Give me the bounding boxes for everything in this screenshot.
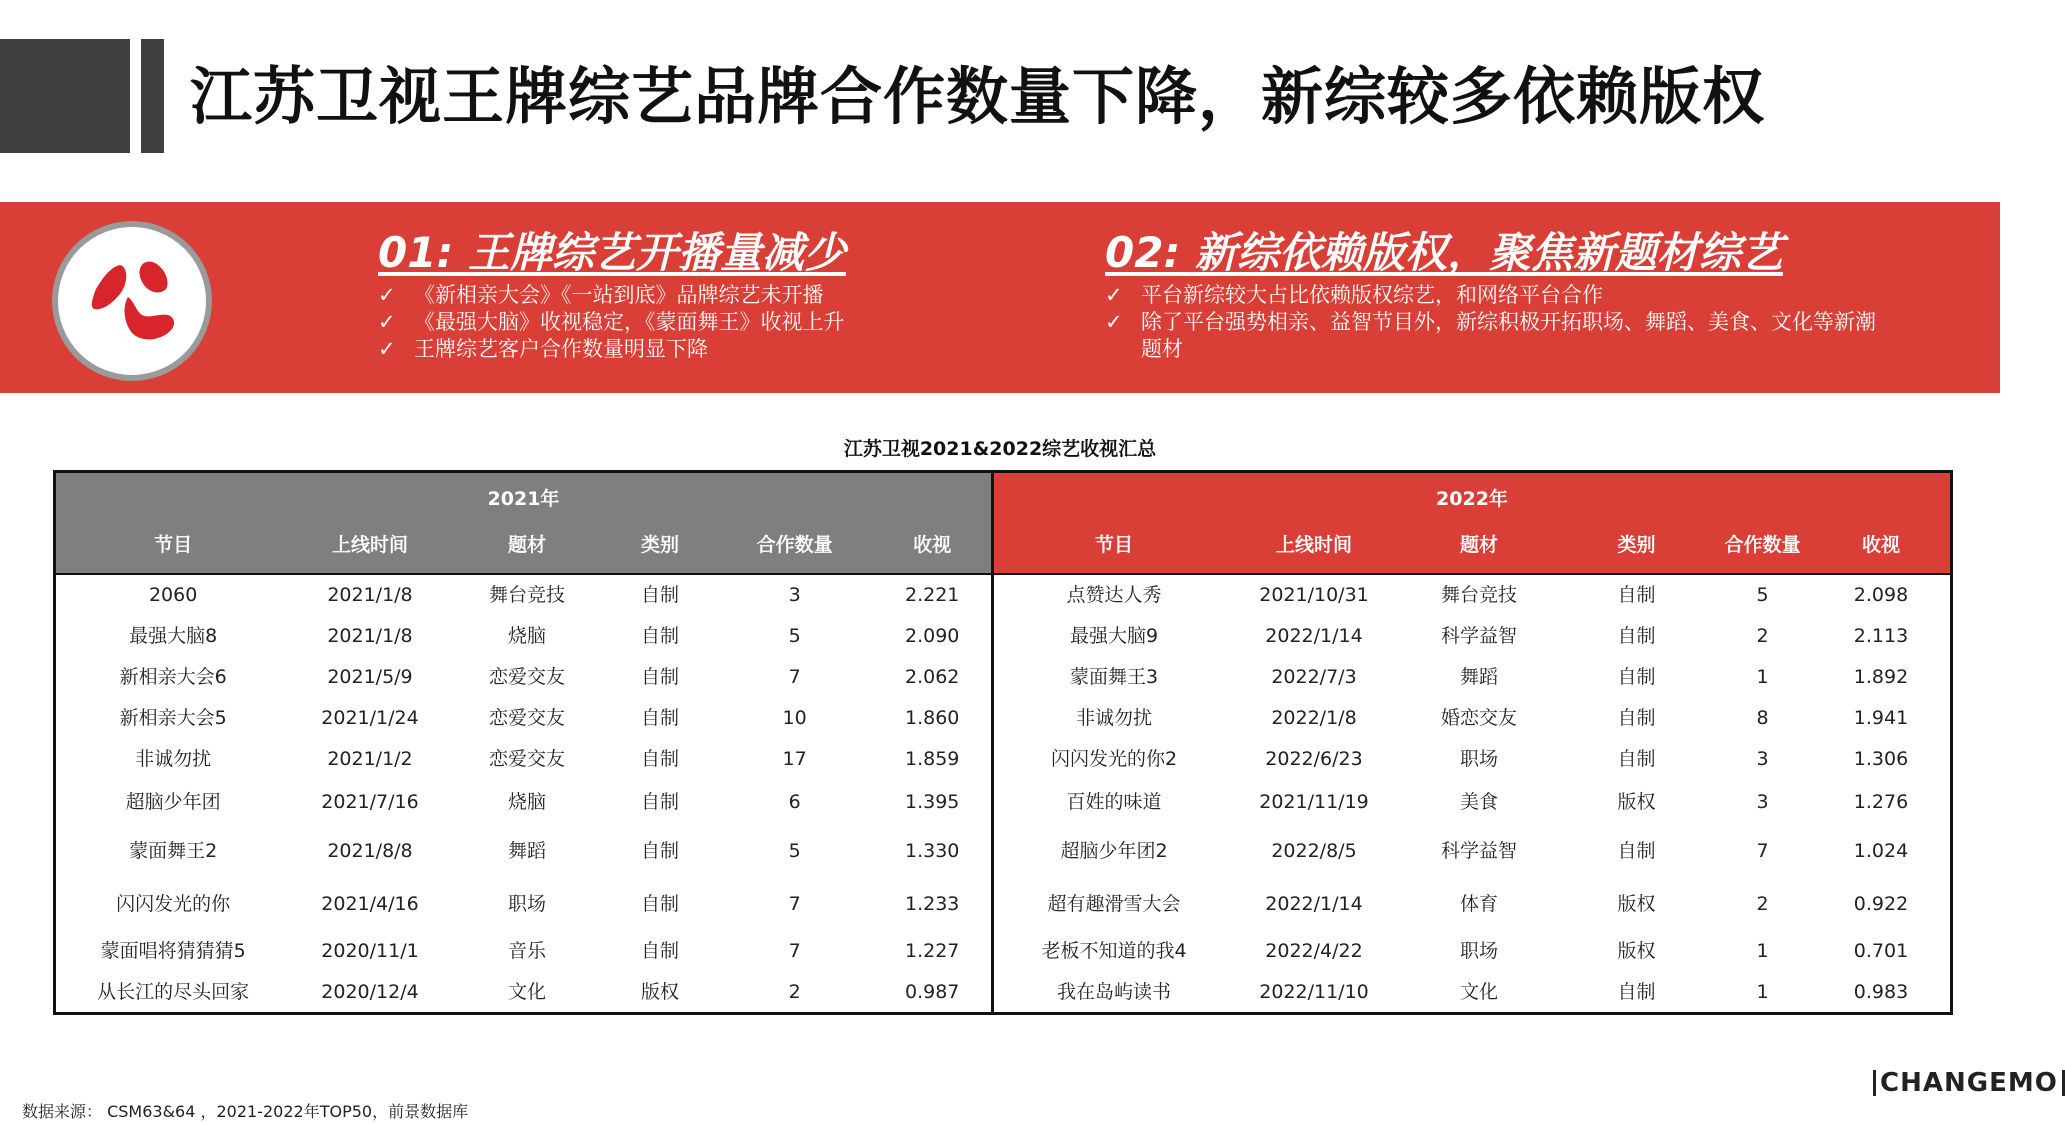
launch-date-cell: 2022/1/14 <box>1265 625 1363 647</box>
program-cell: 2060 <box>148 584 198 606</box>
launch-date-cell: 2021/1/8 <box>327 625 413 647</box>
column-header-rating: 收视 <box>913 534 952 556</box>
partners-cell: 17 <box>782 748 807 770</box>
rating-cell: 1.892 <box>1853 666 1909 688</box>
data-source-note: 数据来源： CSM63&64 ，2021-2022年TOP50，前景数据库 <box>22 1102 469 1121</box>
type-cell: 自制 <box>1617 748 1656 770</box>
program-cell: 我在岛屿读书 <box>1056 981 1171 1003</box>
launch-date-cell: 2021/1/24 <box>321 707 419 729</box>
page-title: 江苏卫视王牌综艺品牌合作数量下降，新综较多依赖版权 <box>190 60 1766 133</box>
launch-date-cell: 2022/6/23 <box>1265 748 1363 770</box>
check-icon: ✓ <box>1105 283 1123 307</box>
table-row <box>994 878 1950 931</box>
table-row <box>56 698 991 739</box>
genre-cell: 烧脑 <box>507 625 546 647</box>
genre-cell: 美食 <box>1459 791 1498 813</box>
year-label-2022: 2022年 <box>1436 488 1508 510</box>
program-cell: 老板不知道的我4 <box>1041 940 1187 962</box>
program-cell: 闪闪发光的你 <box>116 893 231 915</box>
partners-cell: 1 <box>1756 981 1769 1003</box>
type-cell: 自制 <box>641 625 680 647</box>
genre-cell: 职场 <box>1459 940 1498 962</box>
genre-cell: 舞台竞技 <box>1440 584 1517 606</box>
table-row <box>56 878 991 931</box>
brand-logo: CHANGEMO <box>1873 1070 2065 1096</box>
column-header-partners: 合作数量 <box>756 534 833 556</box>
table-2021-body <box>56 573 991 1013</box>
type-cell: 自制 <box>1617 981 1656 1003</box>
rating-cell: 0.922 <box>1853 893 1909 915</box>
check-icon: ✓ <box>1105 310 1123 334</box>
type-cell: 自制 <box>1617 666 1656 688</box>
genre-cell: 烧脑 <box>507 791 546 813</box>
program-cell: 蒙面舞王2 <box>129 840 218 862</box>
rating-cell: 1.859 <box>904 748 960 770</box>
type-cell: 版权 <box>1617 893 1656 915</box>
type-cell: 自制 <box>641 940 680 962</box>
rating-cell: 1.860 <box>904 707 960 729</box>
program-cell: 最强大脑8 <box>129 625 218 647</box>
partners-cell: 7 <box>788 893 801 915</box>
column-header-genre: 题材 <box>1459 534 1498 556</box>
title-accent-bar <box>141 39 164 153</box>
partners-cell: 7 <box>1756 840 1769 862</box>
column-headers-2021 <box>56 525 991 573</box>
launch-date-cell: 2021/5/9 <box>327 666 413 688</box>
table-row <box>56 825 991 878</box>
rating-cell: 0.701 <box>1853 940 1909 962</box>
key-point-1-list <box>378 282 918 363</box>
type-cell: 自制 <box>641 893 680 915</box>
title-accent-block <box>0 39 130 153</box>
program-cell: 超有趣滑雪大会 <box>1047 893 1181 915</box>
column-header-type: 类别 <box>641 534 680 556</box>
partners-cell: 3 <box>788 584 801 606</box>
type-cell: 自制 <box>641 666 680 688</box>
type-cell: 自制 <box>1617 625 1656 647</box>
rating-cell: 1.395 <box>904 791 960 813</box>
table-row <box>56 739 991 780</box>
program-cell: 非诚勿扰 <box>135 748 212 770</box>
partners-cell: 1 <box>1756 940 1769 962</box>
program-cell: 点赞达人秀 <box>1066 584 1162 606</box>
program-cell: 非诚勿扰 <box>1075 707 1152 729</box>
partners-cell: 8 <box>1756 707 1769 729</box>
ratings-table <box>53 470 1953 1015</box>
program-cell: 百姓的味道 <box>1066 791 1162 813</box>
launch-date-cell: 2020/11/1 <box>321 940 419 962</box>
table-row <box>56 575 991 616</box>
type-cell: 自制 <box>641 840 680 862</box>
table-row <box>56 931 991 972</box>
table-row <box>994 931 1950 972</box>
key-point-1-heading: 01: 王牌综艺开播量减少 <box>378 228 846 277</box>
table-row <box>56 657 991 698</box>
rating-cell: 2.098 <box>1853 584 1909 606</box>
table-2022-body <box>994 573 1950 1013</box>
key-point-1 <box>378 228 918 363</box>
program-cell: 新相亲大会6 <box>119 666 227 688</box>
table-2021 <box>56 473 994 1012</box>
partners-cell: 3 <box>1756 791 1769 813</box>
genre-cell: 科学益智 <box>1440 840 1517 862</box>
rating-cell: 2.221 <box>904 584 960 606</box>
list-item: ✓ 平台新综较大占比依赖版权综艺，和网络平台合作 <box>1105 283 1603 307</box>
genre-cell: 体育 <box>1459 893 1498 915</box>
key-point-2 <box>1105 228 1895 363</box>
genre-cell: 职场 <box>1459 748 1498 770</box>
program-cell: 超脑少年团2 <box>1060 840 1168 862</box>
genre-cell: 职场 <box>507 893 546 915</box>
program-cell: 新相亲大会5 <box>119 707 227 729</box>
genre-cell: 文化 <box>1459 981 1498 1003</box>
program-cell: 超脑少年团 <box>125 791 221 813</box>
table-2021-header <box>56 473 991 573</box>
table-row <box>56 616 991 657</box>
launch-date-cell: 2021/1/2 <box>327 748 413 770</box>
table-row <box>994 972 1950 1013</box>
rating-cell: 1.024 <box>1853 840 1909 862</box>
genre-cell: 文化 <box>507 981 546 1003</box>
key-point-2-heading: 02: 新综依赖版权，聚焦新题材综艺 <box>1105 228 1783 277</box>
launch-date-cell: 2022/8/5 <box>1271 840 1357 862</box>
rating-cell: 1.233 <box>904 893 960 915</box>
partners-cell: 5 <box>788 840 801 862</box>
rating-cell: 2.090 <box>904 625 960 647</box>
check-icon: ✓ <box>378 310 396 334</box>
jiangsu-tv-logo-icon <box>52 221 212 381</box>
genre-cell: 科学益智 <box>1440 625 1517 647</box>
type-cell: 自制 <box>641 707 680 729</box>
genre-cell: 恋爱交友 <box>488 666 565 688</box>
column-header-launch-date: 上线时间 <box>331 534 408 556</box>
column-header-program: 节目 <box>154 534 193 556</box>
genre-cell: 恋爱交友 <box>488 748 565 770</box>
list-item: ✓ 《最强大脑》收视稳定，《蒙面舞王》收视上升 <box>378 310 845 334</box>
rating-cell: 2.062 <box>904 666 960 688</box>
launch-date-cell: 2020/12/4 <box>321 981 419 1003</box>
table-2022 <box>994 473 1950 1012</box>
rating-cell: 1.306 <box>1853 748 1909 770</box>
partners-cell: 7 <box>788 940 801 962</box>
type-cell: 自制 <box>641 748 680 770</box>
partners-cell: 5 <box>788 625 801 647</box>
partners-cell: 3 <box>1756 748 1769 770</box>
type-cell: 自制 <box>1617 584 1656 606</box>
genre-cell: 音乐 <box>507 940 546 962</box>
genre-cell: 舞台竞技 <box>488 584 565 606</box>
table-row <box>994 780 1950 825</box>
column-header-launch-date: 上线时间 <box>1275 534 1352 556</box>
list-item: ✓ 《新相亲大会》《一站到底》品牌综艺未开播 <box>378 283 824 307</box>
launch-date-cell: 2021/1/8 <box>327 584 413 606</box>
column-header-genre: 题材 <box>507 534 546 556</box>
launch-date-cell: 2022/7/3 <box>1271 666 1357 688</box>
type-cell: 自制 <box>1617 840 1656 862</box>
partners-cell: 10 <box>782 707 807 729</box>
rating-cell: 2.113 <box>1853 625 1909 647</box>
column-header-type: 类别 <box>1617 534 1656 556</box>
launch-date-cell: 2021/4/16 <box>321 893 419 915</box>
check-icon: ✓ <box>378 283 396 307</box>
rating-cell: 1.276 <box>1853 791 1909 813</box>
type-cell: 版权 <box>1617 791 1656 813</box>
table-row <box>56 780 991 825</box>
rating-cell: 1.330 <box>904 840 960 862</box>
launch-date-cell: 2022/1/14 <box>1265 893 1363 915</box>
type-cell: 自制 <box>641 791 680 813</box>
type-cell: 版权 <box>1617 940 1656 962</box>
program-cell: 最强大脑9 <box>1069 625 1159 647</box>
table-row <box>994 825 1950 878</box>
partners-cell: 2 <box>788 981 801 1003</box>
launch-date-cell: 2021/8/8 <box>327 840 413 862</box>
launch-date-cell: 2021/11/19 <box>1259 791 1369 813</box>
year-label-2021: 2021年 <box>487 488 560 510</box>
partners-cell: 6 <box>788 791 801 813</box>
launch-date-cell: 2021/7/16 <box>321 791 419 813</box>
key-point-2-list <box>1105 282 1895 363</box>
genre-cell: 恋爱交友 <box>488 707 565 729</box>
rating-cell: 0.983 <box>1853 981 1909 1003</box>
genre-cell: 舞蹈 <box>1459 666 1498 688</box>
partners-cell: 2 <box>1756 893 1769 915</box>
launch-date-cell: 2021/10/31 <box>1259 584 1369 606</box>
list-item: ✓ 除了平台强势相亲、益智节目外，新综积极开拓职场、舞蹈、美食、文化等新潮题材 <box>1105 310 1876 361</box>
launch-date-cell: 2022/11/10 <box>1259 981 1369 1003</box>
genre-cell: 婚恋交友 <box>1440 707 1517 729</box>
table-row <box>994 575 1950 616</box>
table-row <box>56 972 991 1013</box>
rating-cell: 1.941 <box>1853 707 1909 729</box>
program-cell: 蒙面唱将猜猜猜5 <box>100 940 246 962</box>
launch-date-cell: 2022/1/8 <box>1271 707 1357 729</box>
table-title: 江苏卫视2021&2022综艺收视汇总 <box>843 438 1157 460</box>
program-cell: 闪闪发光的你2 <box>1050 748 1178 770</box>
rating-cell: 1.227 <box>904 940 960 962</box>
column-header-partners: 合作数量 <box>1724 534 1801 556</box>
type-cell: 自制 <box>1617 707 1656 729</box>
partners-cell: 5 <box>1756 584 1769 606</box>
genre-cell: 舞蹈 <box>507 840 546 862</box>
type-cell: 自制 <box>641 584 680 606</box>
launch-date-cell: 2022/4/22 <box>1265 940 1363 962</box>
type-cell: 版权 <box>641 981 680 1003</box>
table-2022-header <box>994 473 1950 573</box>
rating-cell: 0.987 <box>904 981 960 1003</box>
column-header-rating: 收视 <box>1861 534 1900 556</box>
table-row <box>994 739 1950 780</box>
program-cell: 蒙面舞王3 <box>1069 666 1159 688</box>
partners-cell: 2 <box>1756 625 1769 647</box>
partners-cell: 1 <box>1756 666 1769 688</box>
program-cell: 从长江的尽头回家 <box>97 981 250 1003</box>
table-row <box>994 698 1950 739</box>
column-headers-2022 <box>994 525 1950 573</box>
list-item: ✓ 王牌综艺客户合作数量明显下降 <box>378 337 708 361</box>
table-row <box>994 616 1950 657</box>
partners-cell: 7 <box>788 666 801 688</box>
column-header-program: 节目 <box>1094 534 1133 556</box>
check-icon: ✓ <box>378 337 396 361</box>
table-row <box>994 657 1950 698</box>
